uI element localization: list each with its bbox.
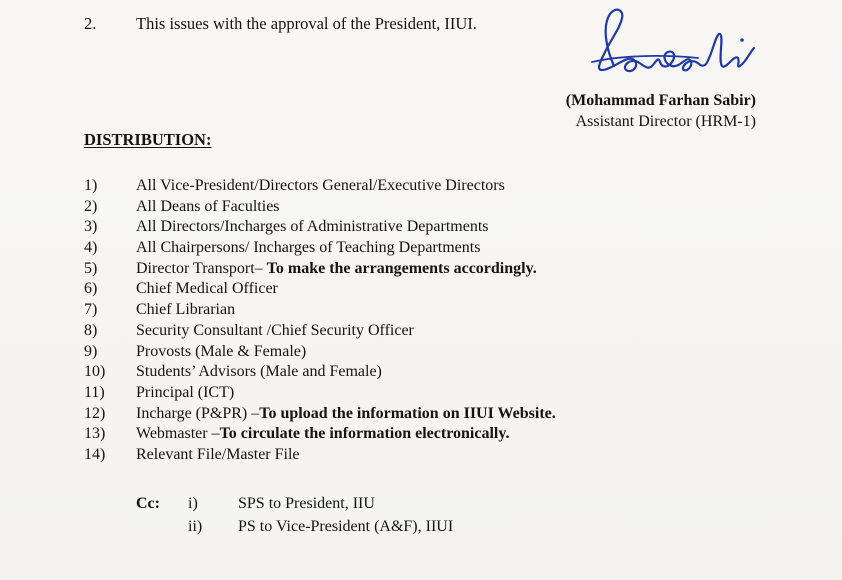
cc-label: Cc: [136, 495, 160, 512]
list-item [84, 445, 556, 466]
item-text: All Deans of Faculties [136, 197, 280, 215]
list-item [84, 197, 556, 218]
cc-row [136, 492, 453, 515]
item-number: 11) [84, 383, 105, 401]
item-text: All Vice-President/Directors General/Executive Directors [136, 177, 505, 194]
item-text: Security Consultant /Chief Security Officer [136, 321, 414, 339]
item-number: 5) [84, 259, 98, 277]
item-number: 14) [84, 445, 106, 463]
cc-block [136, 492, 453, 538]
item-text: Principal (ICT) [136, 383, 235, 401]
signatory-name: (Mohammad Farhan Sabir) [565, 92, 756, 109]
item-text: All Directors/Incharges of Administrative Departments [136, 218, 489, 236]
item-number: 13) [84, 425, 106, 443]
list-item [84, 342, 556, 363]
cc-number: i) [188, 495, 198, 512]
item-text: Webmaster – [136, 425, 220, 443]
item-text: Students’ Advisors (Male and Female) [136, 363, 382, 381]
cc-text: SPS to President, IIU [238, 495, 375, 512]
item-instruction: To make the arrangements accordingly. [266, 259, 537, 277]
cc-label-spacer [136, 515, 188, 538]
item-text: Incharge (P&PR) – [136, 404, 260, 422]
cc-text: PS to Vice-President (A&F), IIUI [238, 518, 454, 535]
list-item [84, 238, 556, 259]
list-item [84, 383, 556, 404]
item-number: 2) [84, 197, 98, 215]
paragraph-2 [84, 14, 477, 34]
list-item [84, 279, 556, 300]
item-number: 4) [84, 239, 98, 257]
cc-number: ii) [188, 518, 203, 535]
paragraph-text: This issues with the approval of the President, IIUI. [136, 14, 477, 33]
item-number: 3) [84, 218, 98, 236]
item-number: 9) [84, 342, 98, 360]
item-number: 1) [84, 177, 98, 194]
item-text: Chief Librarian [136, 301, 236, 319]
paragraph-number: 2. [84, 14, 97, 33]
item-text: Provosts (Male & Female) [136, 342, 307, 360]
list-item [84, 217, 556, 238]
item-number: 12) [84, 404, 106, 422]
item-instruction: To upload the information on IIUI Website. [259, 404, 556, 422]
item-text: Relevant File/Master File [136, 445, 300, 463]
item-number: 7) [84, 301, 98, 319]
item-text: Director Transport– [136, 259, 267, 277]
list-item [84, 321, 556, 342]
signature-image [588, 4, 758, 96]
list-item [84, 300, 556, 321]
list-item [84, 259, 556, 280]
distribution-list [84, 176, 556, 466]
cc-row [136, 515, 453, 538]
list-item [84, 362, 556, 383]
signatory-designation: Assistant Director (HRM-1) [575, 113, 756, 130]
list-item [84, 404, 556, 425]
item-text: Chief Medical Officer [136, 280, 278, 298]
list-item [84, 424, 556, 445]
item-number: 10) [84, 363, 106, 381]
item-text: All Chairpersons/ Incharges of Teaching Departments [136, 239, 481, 257]
item-number: 6) [84, 280, 98, 298]
list-item [84, 176, 556, 197]
item-number: 8) [84, 321, 98, 339]
item-instruction: To circulate the information electronically. [219, 425, 510, 443]
distribution-heading: DISTRIBUTION: [84, 130, 212, 149]
